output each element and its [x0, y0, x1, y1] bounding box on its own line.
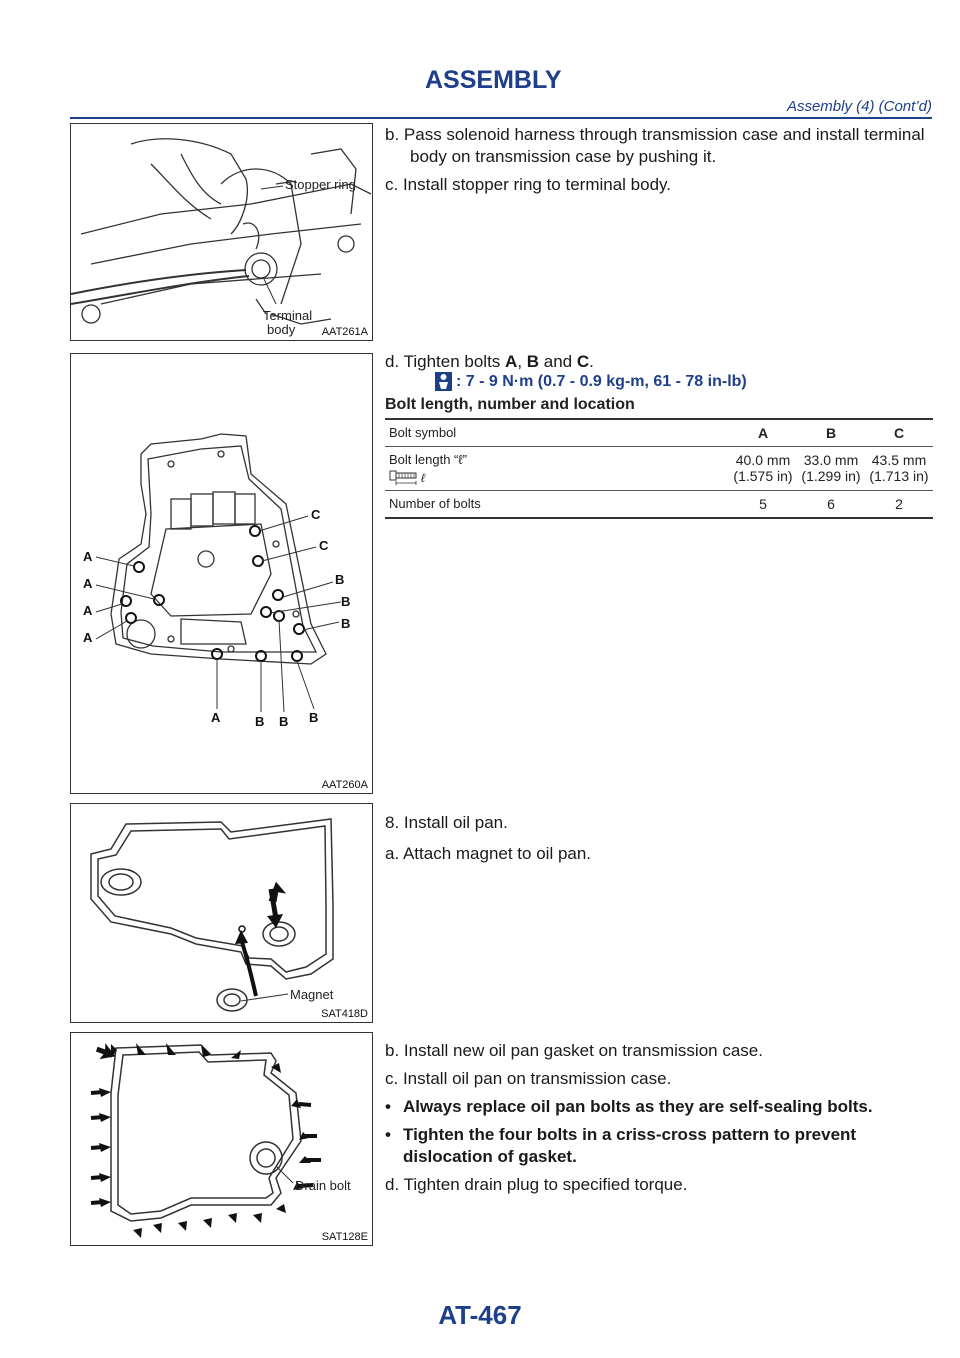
bolt-c-symbol: C [576, 352, 590, 371]
svg-text:B: B [335, 572, 345, 587]
step-c-oil-pan-text: c. Install oil pan on transmission case. [385, 1069, 672, 1088]
svg-text:A: A [83, 549, 93, 564]
length-b-in: (1.299 in) [801, 468, 861, 484]
table-row [385, 447, 933, 491]
svg-text:A: A [83, 576, 93, 591]
figure-oil-pan-bolts [70, 1032, 373, 1246]
oil-pan-magnet-illustration [71, 804, 373, 1023]
svg-text:B: B [255, 714, 265, 729]
section-install-oil-pan [385, 812, 933, 865]
bolt-b-symbol: B [526, 352, 540, 371]
bullet-mark: • [385, 1097, 391, 1116]
table-col-a: A [729, 419, 797, 447]
step-d-drain-text: d. Tighten drain plug to specified torque. [385, 1175, 688, 1194]
table-col-b: B [797, 419, 865, 447]
terminal-label-line1: Terminal [263, 308, 313, 323]
bolt-icon [389, 469, 419, 485]
torque-wrench-icon [435, 372, 452, 391]
torque-value: : 7 - 9 N·m (0.7 - 0.9 kg-m, 61 - 78 in-lb) [456, 372, 747, 390]
length-c-in: (1.713 in) [869, 468, 929, 484]
header-rule [70, 117, 932, 119]
svg-text:A: A [83, 630, 93, 645]
bolt-length-label: Bolt length “ℓ” [389, 452, 467, 467]
table-row [385, 491, 933, 519]
control-valve-illustration [71, 354, 373, 794]
bolt-diagram [389, 469, 725, 485]
step-8-text: 8. Install oil pan. [385, 813, 508, 832]
bullet-item [385, 1124, 933, 1168]
bullet-mark: • [385, 1125, 391, 1144]
number-b: 6 [797, 491, 865, 519]
bolt-sep-1: , [517, 352, 527, 371]
figure-oil-pan-magnet [70, 803, 373, 1023]
figure-caption: SAT418D [321, 1008, 368, 1020]
svg-text:B: B [309, 710, 319, 725]
bolt-table-title: Bolt length, number and location [385, 396, 635, 413]
step-a-text: a. Attach magnet to oil pan. [385, 844, 592, 863]
bolt-a-symbol: A [505, 352, 518, 371]
table-row [385, 419, 933, 447]
svg-text:B: B [341, 616, 351, 631]
length-a-in: (1.575 in) [733, 468, 793, 484]
step-b-text: b. Pass solenoid harness through transmission case and install terminal body on transmission case by pushing it. [385, 125, 925, 166]
length-a-mm: 40.0 mm [735, 452, 791, 468]
svg-text:A: A [211, 710, 221, 725]
figure-caption: AAT261A [321, 326, 368, 338]
page-number: AT-467 [438, 1300, 522, 1330]
step-d-prefix: d. Tighten bolts [385, 352, 506, 371]
step-b-gasket-text: b. Install new oil pan gasket on transmission case. [385, 1041, 763, 1060]
length-symbol: ℓ [421, 471, 425, 485]
figure-terminal-body [70, 123, 373, 341]
length-b-mm: 33.0 mm [803, 452, 859, 468]
bullet-text-2: Tighten the four bolts in a criss-cross pattern to prevent dislocation of gasket. [403, 1125, 857, 1166]
bullet-text-1: Always replace oil pan bolts as they are self-sealing bolts. [403, 1097, 873, 1116]
length-c-mm: 43.5 mm [871, 452, 927, 468]
bullet-item [385, 1096, 933, 1118]
page-title: ASSEMBLY [425, 66, 562, 94]
table-header-label: Bolt symbol [385, 419, 729, 447]
svg-text:B: B [341, 594, 351, 609]
section-terminal-body [385, 124, 933, 196]
bolt-sep-2: and [539, 352, 577, 371]
page-subtitle: Assembly (4) (Cont’d) [786, 98, 932, 115]
number-c: 2 [865, 491, 933, 519]
table-col-c: C [865, 419, 933, 447]
oil-pan-bolt-pattern-illustration [71, 1033, 373, 1246]
magnet-label: Magnet [290, 987, 334, 1002]
terminal-label-line2: body [267, 322, 296, 337]
torque-spec [435, 372, 747, 391]
drain-bolt-label: Drain bolt [295, 1178, 351, 1193]
step-d-tighten-bolts [385, 351, 933, 373]
figure-caption: AAT260A [321, 779, 368, 791]
step-c-text: c. Install stopper ring to terminal body. [385, 175, 671, 194]
number-a: 5 [729, 491, 797, 519]
bolt-table [385, 418, 933, 519]
stopper-ring-label: Stopper ring [285, 177, 356, 192]
svg-text:C: C [311, 507, 321, 522]
svg-text:C: C [319, 538, 329, 553]
terminal-body-illustration [71, 124, 373, 341]
svg-text:A: A [83, 603, 93, 618]
section-oil-pan-gasket [385, 1040, 933, 1196]
figure-caption: SAT128E [321, 1231, 368, 1243]
svg-text:B: B [279, 714, 289, 729]
number-label: Number of bolts [385, 491, 729, 519]
figure-control-valve-bolts [70, 353, 373, 794]
bolt-sep-3: . [589, 352, 594, 371]
